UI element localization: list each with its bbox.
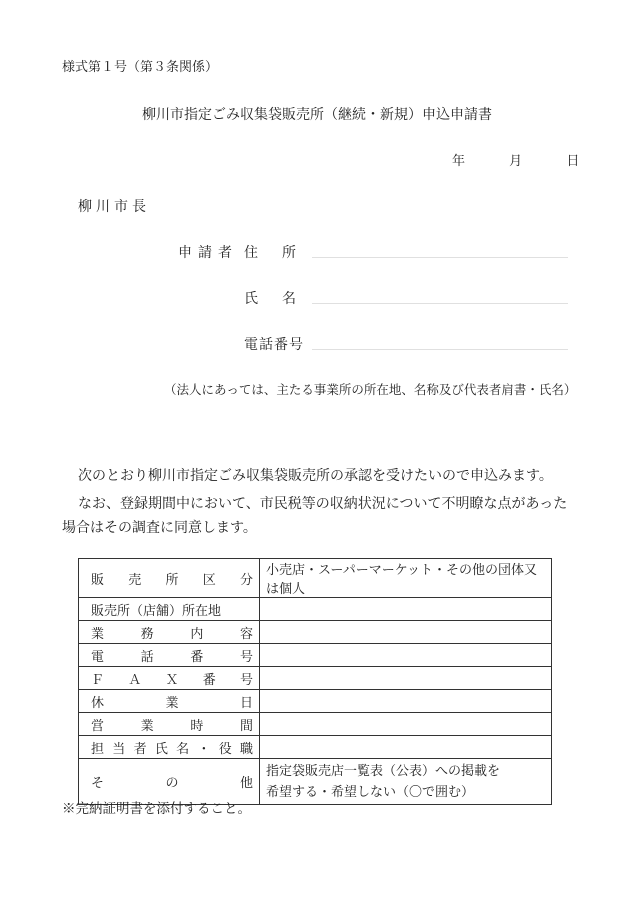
date-month[interactable]: 月 (509, 154, 523, 169)
address-label: 住所 (244, 245, 320, 261)
row-label-holidays: 休 業 日 (79, 690, 260, 713)
name-label: 氏名 (244, 291, 320, 307)
body-text-line: なお、登録期間中において、市民税等の収納状況について不明瞭な点があった (78, 496, 568, 512)
body-text-line: 次のとおり柳川市指定ごみ収集袋販売所の承認を受けたいので申込みます。 (78, 468, 553, 484)
applicant-label: 申請者 (178, 245, 238, 261)
date-day[interactable]: 日 (566, 154, 580, 169)
row-value-phone[interactable] (260, 644, 552, 667)
table-row (79, 713, 552, 736)
info-table (78, 558, 552, 805)
date-year[interactable]: 年 (452, 154, 466, 169)
table-row (79, 559, 552, 598)
row-value-holidays[interactable] (260, 690, 552, 713)
row-value-business[interactable] (260, 621, 552, 644)
row-value-other[interactable] (260, 759, 552, 805)
date-line (452, 150, 579, 169)
table-row (79, 644, 552, 667)
row-label-hours: 営 業 時 間 (79, 713, 260, 736)
addressee: 柳川市長 (78, 199, 150, 215)
row-label-sales-category: 販 売 所 区 分 (79, 559, 260, 598)
corporate-note: （法人にあっては、主たる事業所の所在地、名称及び代表者肩書・氏名） (164, 382, 577, 397)
row-label-contact: 担 当 者 氏 名 ・ 役 職 (79, 736, 260, 759)
footnote: ※完納証明書を添付すること。 (62, 801, 251, 817)
table-row (79, 621, 552, 644)
table-row (79, 690, 552, 713)
row-label-fax: Ｆ Ａ Ｘ 番 号 (79, 667, 260, 690)
body-text-line: 場合はその調査に同意します。 (62, 520, 257, 536)
document-title: 柳川市指定ごみ収集袋販売所（継続・新規）申込申請書 (142, 107, 492, 123)
row-label-location: 販売所（店舗）所在地 (79, 598, 260, 621)
row-label-phone: 電 話 番 号 (79, 644, 260, 667)
table-row (79, 598, 552, 621)
name-field[interactable] (312, 303, 568, 304)
publication-text: 指定袋販売店一覧表（公表）への掲載を (266, 763, 501, 779)
publication-choice[interactable]: 希望する・希望しない（〇で囲む） (266, 784, 475, 800)
form-number: 様式第１号（第３条関係） (62, 60, 219, 75)
row-value-contact[interactable] (260, 736, 552, 759)
row-label-other: そ の 他 (79, 759, 260, 805)
phone-field[interactable] (312, 349, 568, 350)
phone-label: 電話番号 (244, 337, 304, 353)
row-value-location[interactable] (260, 598, 552, 621)
row-value-hours[interactable] (260, 713, 552, 736)
table-row (79, 736, 552, 759)
table-row (79, 667, 552, 690)
address-field[interactable] (312, 257, 568, 258)
row-label-business: 業 務 内 容 (79, 621, 260, 644)
row-value-fax[interactable] (260, 667, 552, 690)
row-value-sales-category[interactable]: 小売店・スーパーマーケット・その他の団体又は個人 (260, 559, 552, 598)
